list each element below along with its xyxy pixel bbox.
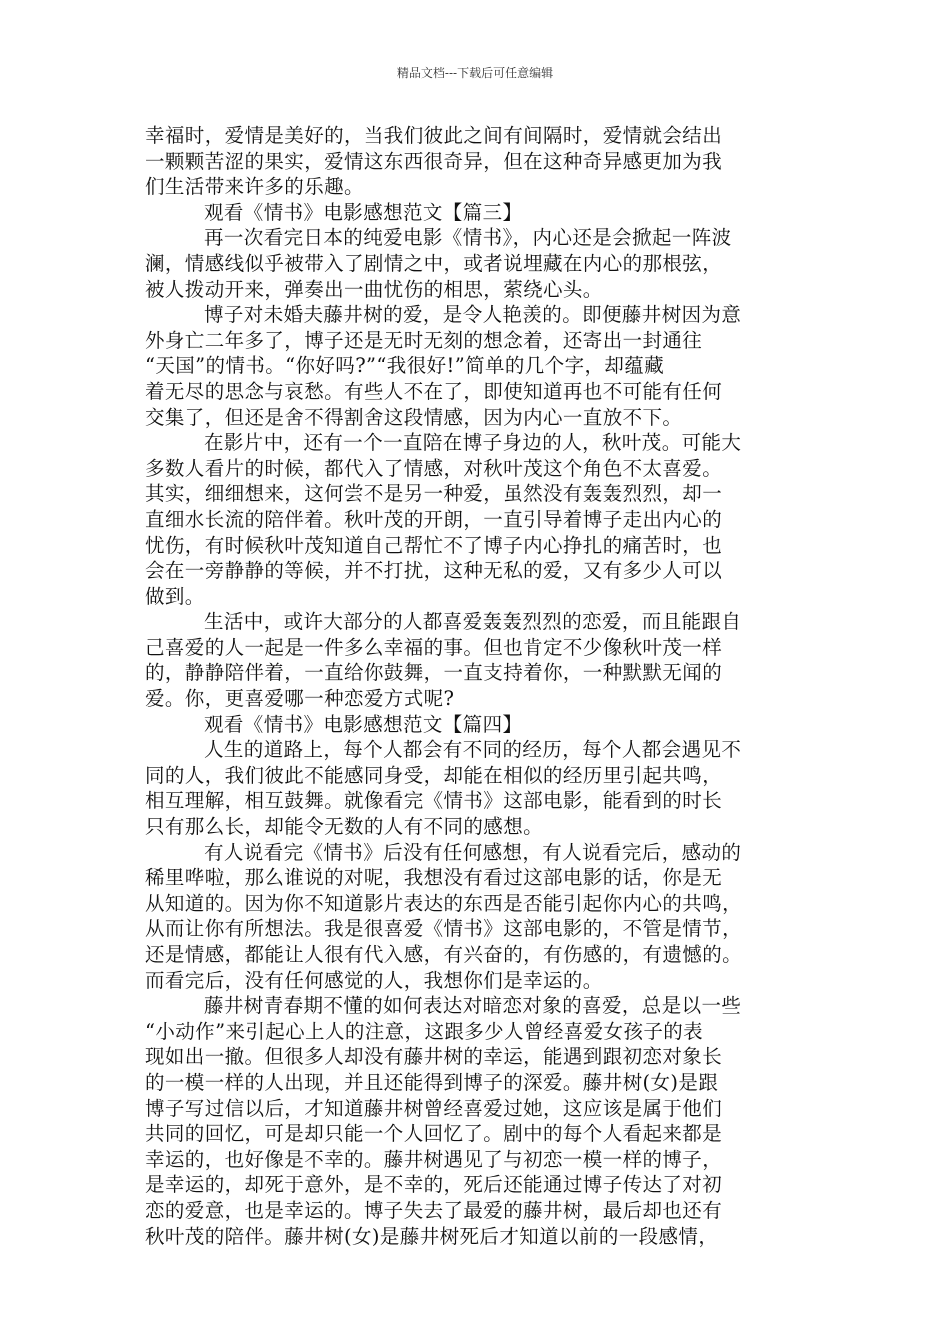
text-line: 幸福时，爱情是美好的，当我们彼此之间有间隔时，爱情就会结出 (145, 124, 723, 147)
text-line: 同的人，我们彼此不能感同身受，却能在相似的经历里引起共鸣， (145, 763, 723, 787)
text-line: 在影片中，还有一个一直陪在博子身边的人，秋叶茂。可能大 (204, 431, 742, 455)
text-line: “小动作”来引起心上人的注意，这跟多少人曾经喜爱女孩子的表 (145, 1019, 704, 1043)
text-line: 博子写过信以后，才知道藤井树曾经喜爱过她，这应该是属于他们 (145, 1096, 723, 1120)
page-header: 精品文档---下载后可任意编辑 (396, 66, 554, 80)
text-line: 多数人看片的时候，都代入了情感，对秋叶茂这个角色不太喜爱。 (145, 456, 723, 480)
text-line: 幸运的，也好像是不幸的。藤井树遇见了与初恋一模一样的博子， (145, 1147, 723, 1171)
text-line: “天国”的情书。“你好吗?”“我很好!”简单的几个字，却蕴藏 (145, 354, 665, 378)
text-line: 被人拨动开来，弹奏出一曲忧伤的相思，萦绕心头。 (145, 277, 603, 301)
text-line: 秋叶茂的陪伴。藤井树(女)是藤井树死后才知道以前的一段感情， (145, 1224, 719, 1248)
text-line: 博子对未婚夫藤井树的爱，是令人艳羡的。即便藤井树因为意 (204, 303, 742, 327)
text-line: 恋的爱意，也是幸运的。博子失去了最爱的藤井树，最后却也还有 (145, 1198, 723, 1222)
text-line: 观看《情书》电影感想范文【篇四】 (204, 712, 523, 736)
text-line: 人生的道路上，每个人都会有不同的经历，每个人都会遇见不 (204, 738, 742, 762)
text-line: 还是情感，都能让人很有代入感，有兴奋的，有伤感的，有遗憾的。 (145, 943, 743, 966)
document-body (145, 123, 817, 1249)
text-line: 交集了，但还是舍不得割舍这段情感，因为内心一直放不下。 (145, 405, 683, 429)
text-line: 生活中，或许大部分的人都喜爱轰轰烈烈的恋爱，而且能跟自 (204, 610, 742, 634)
text-line: 一颗颗苦涩的果实，爱情这东西很奇异，但在这种奇异感更加为我 (145, 149, 723, 173)
text-line: 其实，细细想来，这何尝不是另一种爱，虽然没有轰轰烈烈，却一 (145, 482, 723, 506)
text-line: 的，静静陪伴着，一直给你鼓舞，一直支持着你，一种默默无闻的 (145, 661, 723, 685)
text-line: 现如出一撤。但很多人却没有藤井树的幸运，能遇到跟初恋对象长 (145, 1045, 723, 1069)
text-line: 有人说看完《情书》后没有任何感想，有人说看完后，感动的 (204, 840, 742, 864)
text-line: 澜，情感线似乎被带入了剧情之中，或者说埋藏在内心的那根弦， (145, 251, 723, 275)
text-line: 是幸运的，却死于意外，是不幸的，死后还能通过博子传达了对初 (145, 1173, 723, 1197)
text-line: 外身亡二年多了，博子还是无时无刻的想念着，还寄出一封通往 (145, 328, 703, 352)
text-line: 再一次看完日本的纯爱电影《情书》，内心还是会掀起一阵波 (204, 226, 732, 250)
text-line: 直细水长流的陪伴着。秋叶茂的开朗，一直引导着博子走出内心的 (145, 507, 723, 531)
text-line: 藤井树青春期不懂的如何表达对暗恋对象的喜爱，总是以一些 (204, 994, 742, 1018)
text-line: 稀里哗啦，那么谁说的对呢，我想没有看过这部电影的话，你是无 (145, 866, 723, 890)
text-line: 着无尽的思念与哀愁。有些人不在了，即使知道再也不可能有任何 (145, 379, 723, 403)
text-line: 的一模一样的人出现，并且还能得到博子的深爱。藤井树(女)是跟 (145, 1070, 719, 1094)
text-line: 从知道的。因为你不知道影片表达的东西是否能引起你内心的共鸣， (145, 891, 743, 915)
text-line: 相互理解，相互鼓舞。就像看完《情书》这部电影，能看到的时长 (145, 789, 723, 813)
text-line: 而看完后，没有任何感觉的人，我想你们是幸运的。 (145, 968, 603, 992)
text-line: 共同的回忆，可是却只能一个人回忆了。剧中的每个人看起来都是 (145, 1122, 723, 1146)
text-line: 己喜爱的人一起是一件多么幸福的事。但也肯定不少像秋叶茂一样 (145, 635, 723, 659)
text-line: 会在一旁静静的等候，并不打扰，这种无私的爱，又有多少人可以 (145, 559, 723, 583)
text-line: 观看《情书》电影感想范文【篇三】 (204, 200, 523, 224)
text-line: 忧伤，有时候秋叶茂知道自己帮忙不了博子内心挣扎的痛苦时，也 (145, 533, 723, 557)
text-line: 爱。你，更喜爱哪一种恋爱方式呢? (145, 687, 455, 711)
text-line: 们生活带来许多的乐趣。 (145, 175, 364, 199)
text-line: 从而让你有所想法。我是很喜爱《情书》这部电影的，不管是情节， (145, 917, 743, 941)
text-line: 只有那么长，却能令无数的人有不同的感想。 (145, 815, 544, 839)
text-line: 做到。 (145, 584, 205, 608)
